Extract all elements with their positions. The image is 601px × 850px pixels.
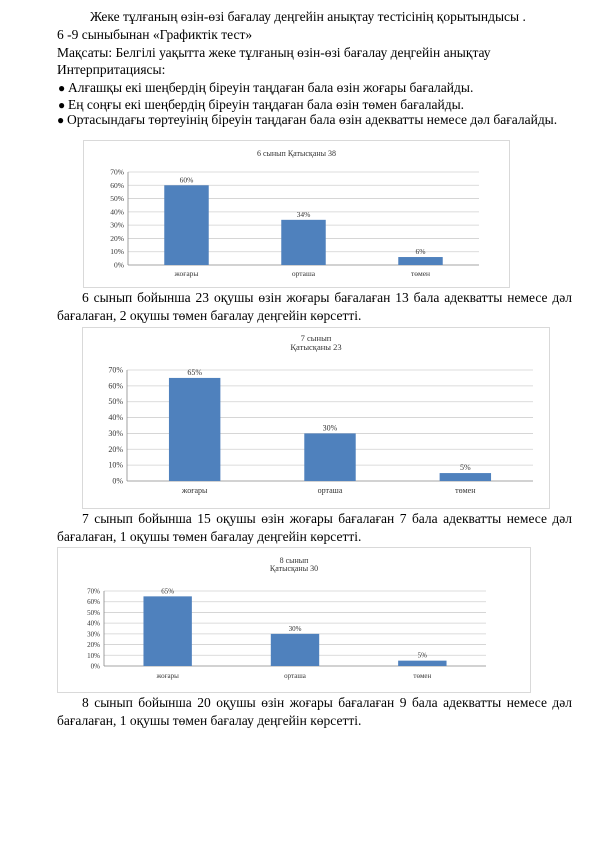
y-tick-label: 50% (110, 194, 124, 204)
document-title: Жеке тұлғаның өзін-өзі бағалау деңгейін анықтау тестісінің қорытындысы . (90, 9, 526, 24)
y-tick-label: 30% (108, 428, 123, 438)
bullet-text: Ең соңғы екі шеңбердің біреуін таңдаған бала өзін төмен бағалайды. (68, 97, 465, 112)
y-tick-label: 0% (112, 476, 123, 486)
data-label: 34% (296, 209, 311, 219)
category-label: төмен (413, 672, 432, 680)
category-label: жоғары (174, 269, 199, 278)
category-label: төмен (455, 486, 476, 495)
chart-title: 8 сынып (279, 556, 309, 565)
grades-line: 6 -9 сыныбынан «Графиктік тест» (57, 27, 253, 42)
chart-grade-8 (57, 547, 531, 693)
chart-title: 7 сынып (300, 333, 332, 343)
category-label: орташа (284, 672, 306, 680)
chart-grade-8-svg (58, 548, 530, 692)
bullet-text: Алғашқы екі шеңбердің біреуін таңдаған бала өзін жоғары бағалайды. (68, 80, 474, 95)
y-tick-label: 60% (110, 180, 124, 190)
bar (304, 433, 355, 481)
data-label: 5% (417, 651, 428, 660)
y-tick-label: 0% (114, 260, 124, 270)
chart-grade-7-svg (83, 328, 549, 508)
interpretation-heading: Интерпритациясы: (57, 62, 166, 77)
y-tick-label: 30% (110, 220, 124, 230)
bar (143, 596, 191, 666)
bar (398, 661, 446, 666)
y-tick-label: 10% (87, 651, 100, 660)
y-tick-label: 40% (108, 413, 123, 423)
bar (440, 473, 491, 481)
y-tick-label: 20% (87, 641, 100, 650)
data-label: 65% (161, 587, 175, 596)
bullet-icon: ● (58, 98, 66, 112)
bar (169, 378, 220, 481)
y-tick-label: 10% (108, 460, 123, 470)
chart-title: 6 сынып Қатысқаны 38 (256, 149, 337, 158)
summary-grade-6: 6 сынып бойынша 23 оқушы өзін жоғары бағалаған 13 бала адекватты немесе дәл бағалаған, 2 оқушы төмен бағалау деңгейін көрсетті. (57, 290, 572, 323)
data-label: 6% (415, 247, 426, 257)
y-tick-label: 20% (110, 233, 124, 243)
y-tick-label: 50% (108, 397, 123, 407)
bullet-item (57, 111, 572, 129)
category-label: орташа (317, 486, 343, 495)
chart-grade-7 (82, 327, 550, 509)
y-tick-label: 70% (87, 587, 100, 596)
category-label: төмен (410, 269, 431, 278)
bar (271, 634, 319, 666)
y-tick-label: 70% (108, 365, 123, 375)
bullet-text: Ортасындағы төртеуінің біреуін таңдаған бала өзін адекватты немесе дәл бағалайды. (67, 112, 558, 127)
y-tick-label: 40% (87, 619, 100, 628)
y-tick-label: 10% (110, 247, 124, 257)
data-label: 60% (179, 175, 194, 185)
category-label: жоғары (156, 672, 179, 680)
data-label: 65% (187, 367, 203, 377)
y-tick-label: 70% (110, 167, 124, 177)
bar (281, 220, 325, 265)
chart-subtitle: Қатысқаны 23 (290, 342, 342, 352)
data-label: 30% (322, 423, 338, 433)
y-tick-label: 20% (108, 444, 123, 454)
y-tick-label: 40% (110, 207, 124, 217)
summary-grade-7: 7 сынып бойынша 15 оқушы өзін жоғары бағалаған 7 бала адекватты немесе дәл бағалаған, 1 оқушы төмен бағалау деңгейін көрсетті. (57, 511, 572, 544)
category-label: орташа (291, 269, 316, 278)
chart-grade-6-svg (84, 141, 509, 287)
y-tick-label: 60% (108, 381, 123, 391)
bar (398, 257, 442, 265)
data-label: 5% (459, 463, 471, 473)
bar (164, 185, 208, 265)
y-tick-label: 30% (87, 630, 100, 639)
chart-subtitle: Қатысқаны 30 (269, 564, 319, 573)
chart-grade-6 (83, 140, 510, 288)
y-tick-label: 50% (87, 608, 100, 617)
data-label: 30% (288, 624, 302, 633)
bullet-icon: ● (57, 113, 65, 127)
y-tick-label: 60% (87, 598, 100, 607)
purpose-line: Мақсаты: Белгілі уақытта жеке тұлғаның өзін-өзі бағалау деңгейін анықтау (57, 45, 491, 60)
bullet-item (58, 79, 572, 97)
summary-grade-8: 8 сынып бойынша 20 оқушы өзін жоғары бағалаған 9 бала адекватты немесе дәл бағалаған, 1 оқушы төмен бағалау деңгейін көрсетті. (57, 695, 572, 728)
y-tick-label: 0% (90, 662, 100, 671)
category-label: жоғары (181, 486, 208, 495)
bullet-icon: ● (58, 81, 66, 95)
